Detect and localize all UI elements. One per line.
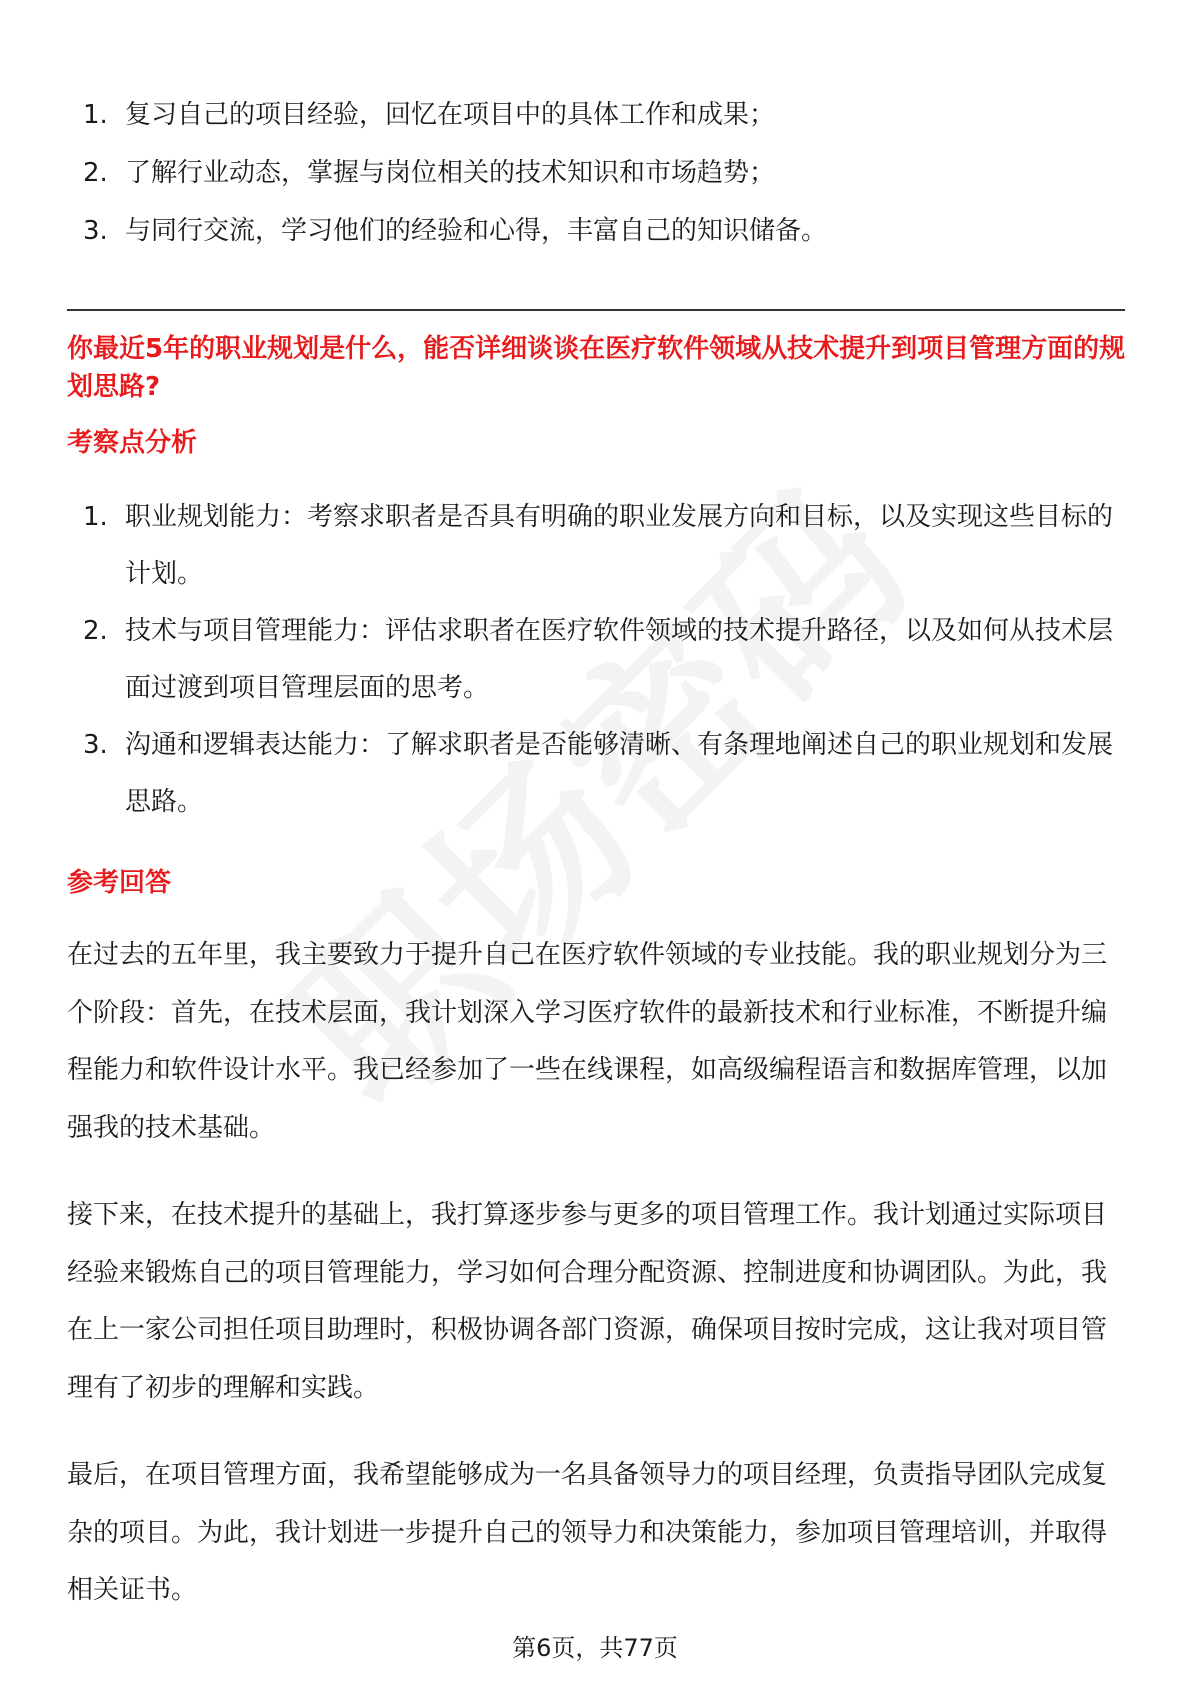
list-number: 3. — [83, 216, 108, 246]
list-number: 1. — [83, 502, 108, 532]
list-number: 2. — [83, 158, 108, 188]
answer-paragraph: 接下来，在技术提升的基础上，我打算逐步参与更多的项目管理工作。我计划通过实际项目经验来锻炼自己的项目管理能力，学习如何合理分配资源、控制进度和协调团队。为此，我在上一家公司担任项目助理时，积极协调各部门资源，确保项目按时完成，这让我对项目管理有了初步的理解和实践。 — [67, 1200, 1108, 1403]
list-item — [83, 202, 1123, 260]
previous-list — [83, 86, 1123, 260]
answer-heading: 参考回答 — [67, 868, 172, 898]
list-item — [83, 86, 1123, 144]
list-item — [83, 144, 1123, 202]
list-item — [83, 717, 1123, 831]
analysis-heading: 考察点分析 — [67, 428, 198, 458]
list-text: 沟通和逻辑表达能力：了解求职者是否能够清晰、有条理地阐述自己的职业规划和发展思路。 — [125, 730, 1114, 817]
list-item — [83, 603, 1123, 717]
list-text: 了解行业动态，掌握与岗位相关的技术知识和市场趋势； — [125, 158, 776, 188]
section-divider — [67, 309, 1125, 311]
list-text: 技术与项目管理能力：评估求职者在医疗软件领域的技术提升路径，以及如何从技术层面过渡到项目管理层面的思考。 — [125, 616, 1114, 703]
list-text: 与同行交流，学习他们的经验和心得，丰富自己的知识储备。 — [125, 216, 828, 246]
list-number: 1. — [83, 100, 108, 130]
list-text: 职业规划能力：考察求职者是否具有明确的职业发展方向和目标，以及实现这些目标的计划。 — [125, 502, 1114, 589]
list-number: 2. — [83, 616, 108, 646]
list-text: 复习自己的项目经验，回忆在项目中的具体工作和成果； — [125, 100, 776, 130]
answer-paragraph: 在过去的五年里，我主要致力于提升自己在医疗软件领域的专业技能。我的职业规划分为三个阶段：首先，在技术层面，我计划深入学习医疗软件的最新技术和行业标准，不断提升编程能力和软件设计水平。我已经参加了一些在线课程，如高级编程语言和数据库管理，以加强我的技术基础。 — [67, 940, 1108, 1143]
page-number-footer: 第6页，共77页 — [512, 1634, 678, 1662]
answer-paragraph: 最后，在项目管理方面，我希望能够成为一名具备领导力的项目经理，负责指导团队完成复杂的项目。为此，我计划进一步提升自己的领导力和决策能力，参加项目管理培训，并取得相关证书。 — [67, 1460, 1108, 1605]
analysis-list — [83, 489, 1123, 831]
interview-question: 你最近5年的职业规划是什么，能否详细谈谈在医疗软件领域从技术提升到项目管理方面的规划思路? — [67, 334, 1126, 402]
list-item — [83, 489, 1123, 603]
list-number: 3. — [83, 730, 108, 760]
